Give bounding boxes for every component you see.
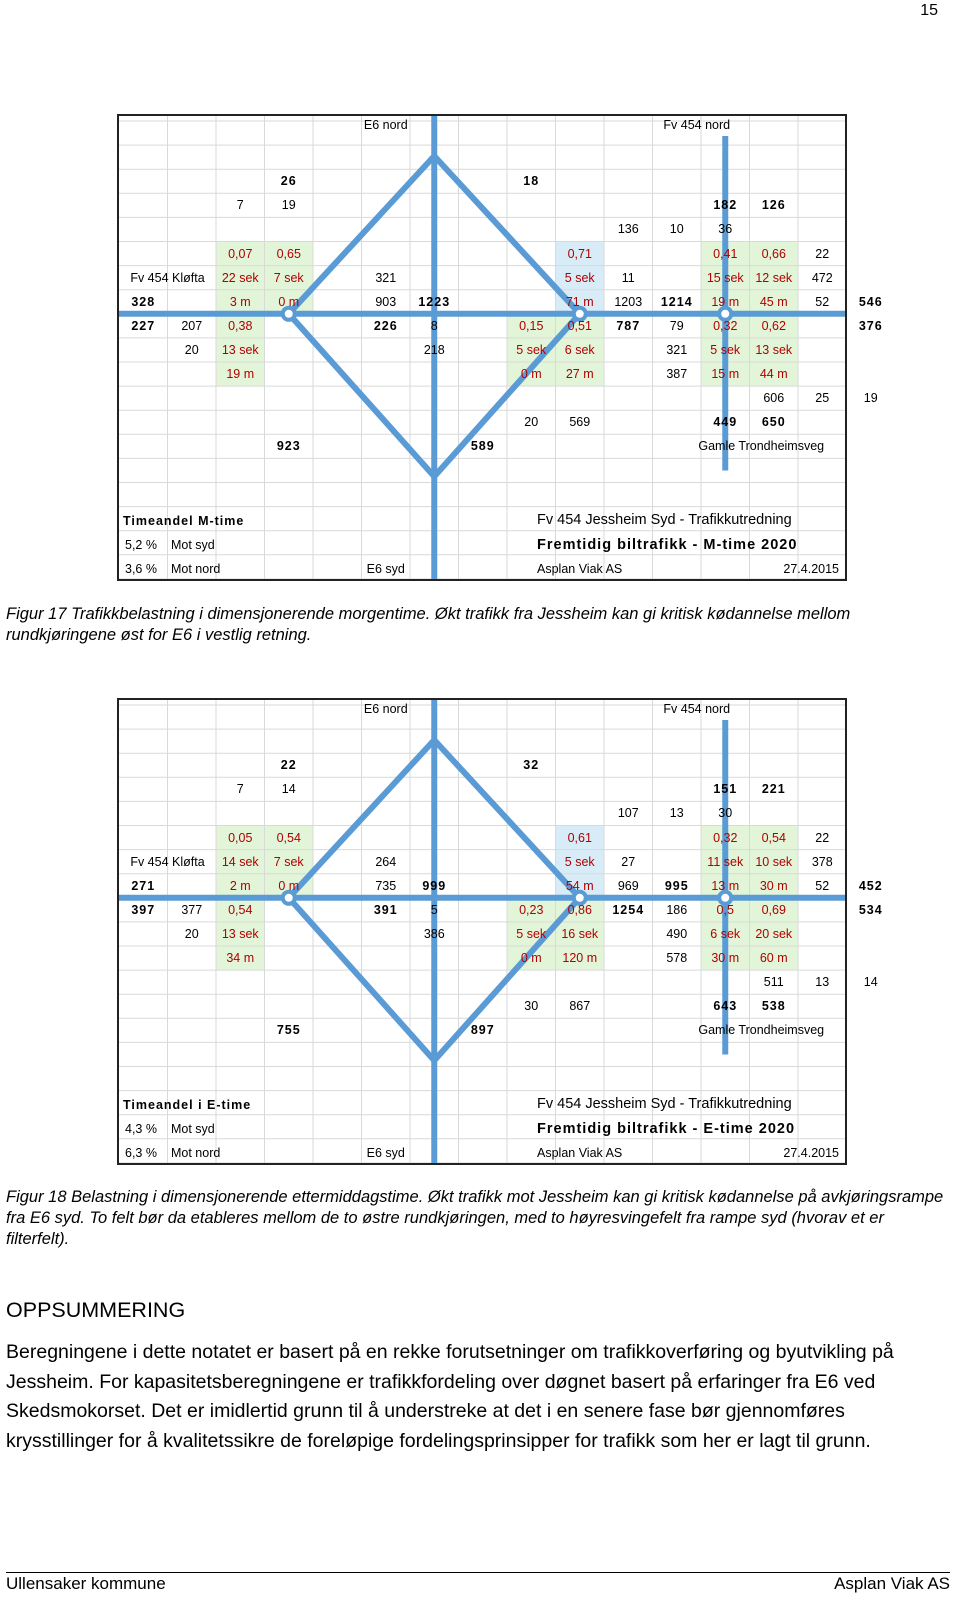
result-value: 11 sek xyxy=(707,854,744,869)
traffic-volume: 452 xyxy=(858,878,883,893)
traffic-volume: 7 xyxy=(236,782,244,797)
body-paragraph: Beregningene i dette notatet er basert på en rekke forutsetninger om trafikkoverføring og byutvikling på Jessheim. For kapasitetsberegningene er trafikkfordeling over døgnet basert på erfaringer fra E6 ved Skedsmokorset. Det er imidlertid grunn til å understreke at det i en senere fase bør gjennomføres krysstillinger for å kvalitetssikre de foreløpige fordelingsprinsipper for trafikk som her er lagt til grunn. xyxy=(6,1341,894,1452)
traffic-volume: 8 xyxy=(430,318,438,333)
traffic-volume: 511 xyxy=(763,974,784,989)
traffic-volume: 13 xyxy=(669,806,684,821)
result-value: 20 sek xyxy=(755,926,793,941)
traffic-volume: 376 xyxy=(858,318,883,333)
result-value: 0,51 xyxy=(567,318,592,333)
page-number: 15 xyxy=(920,2,938,19)
traffic-volume: 52 xyxy=(815,294,830,309)
result-value: 12 sek xyxy=(755,270,793,285)
fv454-nord-label: Fv 454 nord xyxy=(663,701,731,716)
share-north-label: Mot nord xyxy=(171,561,221,576)
result-value: 3 m xyxy=(229,294,251,309)
ramp-road xyxy=(434,156,580,314)
share-north-value: 3,6 % xyxy=(125,561,157,576)
share-south-label: Mot syd xyxy=(171,1121,215,1136)
result-value: 44 m xyxy=(759,366,788,381)
traffic-volume: 221 xyxy=(761,782,786,797)
result-value: 54 m xyxy=(565,878,594,893)
traffic-volume: 18 xyxy=(523,174,540,188)
section-heading: OPPSUMMERING xyxy=(6,1298,186,1322)
traffic-volume: 534 xyxy=(858,902,883,917)
traffic-volume: 126 xyxy=(761,198,786,213)
e6-syd-label: E6 syd xyxy=(366,1145,405,1160)
result-value: 16 sek xyxy=(561,926,599,941)
share-north-label: Mot nord xyxy=(171,1145,221,1160)
result-value: 0,61 xyxy=(567,830,592,845)
ramp-road xyxy=(434,314,580,477)
traffic-volume: 182 xyxy=(713,198,738,213)
traffic-volume: 387 xyxy=(666,366,688,381)
traffic-volume: 897 xyxy=(470,1023,495,1038)
e6-nord-label: E6 nord xyxy=(363,701,408,716)
traffic-volume: 22 xyxy=(815,830,830,845)
gamle-trondheimsveg-label: Gamle Trondheimsveg xyxy=(698,1023,825,1038)
traffic-volume: 20 xyxy=(184,342,199,357)
result-value: 13 sek xyxy=(221,342,259,357)
traffic-volume: Fv 454 Kløfta xyxy=(130,854,205,869)
company-label: Asplan Viak AS xyxy=(537,561,623,576)
traffic-volume: 20 xyxy=(524,415,539,429)
traffic-volume: 14 xyxy=(863,974,878,989)
result-value: 0,86 xyxy=(567,902,592,917)
result-value: 13 sek xyxy=(755,342,793,357)
result-value: 15 m xyxy=(711,366,740,381)
result-value: 0,07 xyxy=(228,246,253,261)
traffic-volume: 569 xyxy=(569,415,591,429)
result-value: 10 sek xyxy=(755,854,793,869)
traffic-volume: 264 xyxy=(375,854,397,869)
traffic-volume: 136 xyxy=(617,222,639,237)
result-value: 0,32 xyxy=(713,830,738,845)
traffic-volume: 391 xyxy=(373,902,398,917)
ramp-road xyxy=(289,740,435,898)
ramp-road xyxy=(434,898,580,1061)
result-value: 6 sek xyxy=(564,342,595,357)
traffic-volume: Fv 454 Kløfta xyxy=(130,270,205,285)
traffic-volume: 20 xyxy=(184,926,199,941)
traffic-volume: 321 xyxy=(666,342,688,357)
result-value: 0,05 xyxy=(228,830,253,845)
traffic-volume: 377 xyxy=(181,902,203,917)
report-title: Fv 454 Jessheim Syd - Trafikkutredning xyxy=(537,1095,792,1112)
traffic-volume: 271 xyxy=(131,878,156,893)
result-value: 60 m xyxy=(759,950,788,965)
traffic-volume: 13 xyxy=(815,974,830,989)
result-value: 30 m xyxy=(759,878,788,893)
result-value: 0,54 xyxy=(276,830,301,845)
result-value: 13 sek xyxy=(221,926,259,941)
result-value: 30 m xyxy=(711,950,740,965)
traffic-volume: 755 xyxy=(276,1023,301,1038)
result-value: 120 m xyxy=(562,950,598,965)
result-value: 0 m xyxy=(520,366,542,381)
result-value: 13 m xyxy=(711,878,740,893)
result-value: 0,15 xyxy=(519,318,544,333)
traffic-volume: 903 xyxy=(375,294,397,309)
traffic-volume: 923 xyxy=(276,439,301,454)
result-value: 0,54 xyxy=(228,902,253,917)
result-value: 0,32 xyxy=(713,318,738,333)
traffic-volume: 226 xyxy=(373,318,398,333)
traffic-volume: 787 xyxy=(616,318,641,333)
result-value: 19 m xyxy=(226,366,255,381)
result-value: 0,54 xyxy=(761,830,786,845)
traffic-diagram-afternoon xyxy=(117,698,883,1165)
footer-rule xyxy=(6,1572,950,1573)
traffic-volume: 397 xyxy=(131,902,156,917)
result-value: 0,65 xyxy=(276,246,301,261)
traffic-volume: 52 xyxy=(815,878,830,893)
traffic-volume: 207 xyxy=(181,318,203,333)
traffic-volume: 1223 xyxy=(418,294,451,309)
traffic-volume: 218 xyxy=(423,342,445,357)
result-value: 27 m xyxy=(565,366,594,381)
result-value: 2 m xyxy=(229,878,251,893)
traffic-volume: 490 xyxy=(666,926,688,941)
footer-right: Asplan Viak AS xyxy=(834,1574,950,1593)
legend-title: Timeandel i E-time xyxy=(123,1097,252,1112)
result-value: 7 sek xyxy=(273,270,304,285)
traffic-volume: 14 xyxy=(281,782,296,797)
result-value: 0,62 xyxy=(761,318,786,333)
result-value: 0,71 xyxy=(567,246,592,261)
traffic-volume: 328 xyxy=(131,294,156,309)
ramp-road xyxy=(289,156,435,314)
traffic-volume: 25 xyxy=(815,390,830,405)
traffic-volume: 11 xyxy=(621,270,635,285)
traffic-volume: 999 xyxy=(422,878,447,893)
result-value: 0 m xyxy=(278,294,300,309)
traffic-volume: 1214 xyxy=(660,294,693,309)
footer-left: Ullensaker kommune xyxy=(6,1574,166,1593)
result-value: 14 sek xyxy=(221,854,259,869)
share-south-value: 4,3 % xyxy=(125,1121,157,1136)
traffic-volume: 969 xyxy=(617,878,639,893)
traffic-volume: 606 xyxy=(763,390,785,405)
e6-nord-label: E6 nord xyxy=(363,117,408,132)
result-value: 0,5 xyxy=(716,902,734,917)
traffic-volume: 321 xyxy=(375,270,397,285)
traffic-volume: 1254 xyxy=(612,902,645,917)
traffic-volume: 650 xyxy=(761,415,786,429)
report-subtitle: Fremtidig biltrafikk - M-time 2020 xyxy=(537,536,798,553)
traffic-volume: 107 xyxy=(617,806,639,821)
report-subtitle: Fremtidig biltrafikk - E-time 2020 xyxy=(537,1120,796,1137)
traffic-diagram-morning xyxy=(117,114,883,581)
ramp-road xyxy=(289,314,435,477)
traffic-volume: 995 xyxy=(664,878,689,893)
traffic-volume: 867 xyxy=(569,999,591,1013)
traffic-volume: 643 xyxy=(713,999,738,1013)
result-value: 71 m xyxy=(565,294,594,309)
traffic-volume: 578 xyxy=(666,950,688,965)
figure-17-caption: Figur 17 Trafikkbelastning i dimensjonerende morgentime. Økt trafikk fra Jessheim kan gi kritisk kødannelse mellom rundkjøringene øst for E6 i vestlig retning. xyxy=(6,605,851,644)
result-value: 19 m xyxy=(711,294,740,309)
fv454-nord-label: Fv 454 nord xyxy=(663,117,731,132)
ramp-road xyxy=(434,740,580,898)
result-value: 45 m xyxy=(759,294,788,309)
traffic-volume: 26 xyxy=(280,174,297,188)
result-value: 5 sek xyxy=(564,270,595,285)
date-label: 27.4.2015 xyxy=(783,1145,839,1160)
result-value: 15 sek xyxy=(706,270,744,285)
traffic-volume: 449 xyxy=(713,415,738,429)
result-value: 0 m xyxy=(520,950,542,965)
traffic-volume: 386 xyxy=(423,926,445,941)
traffic-volume: 472 xyxy=(811,270,833,285)
result-value: 7 sek xyxy=(273,854,304,869)
traffic-volume: 735 xyxy=(375,878,397,893)
traffic-volume: 186 xyxy=(666,902,688,917)
traffic-volume: 7 xyxy=(236,198,244,213)
result-value: 22 sek xyxy=(221,270,259,285)
traffic-volume: 19 xyxy=(281,198,296,213)
traffic-volume: 546 xyxy=(858,294,883,309)
traffic-volume: 79 xyxy=(669,318,684,333)
traffic-volume: 227 xyxy=(131,318,156,333)
result-value: 0,38 xyxy=(228,318,253,333)
traffic-volume: 10 xyxy=(669,222,684,237)
legend-title: Timeandel M-time xyxy=(123,513,245,528)
traffic-volume: 22 xyxy=(815,246,830,261)
company-label: Asplan Viak AS xyxy=(537,1145,623,1160)
share-south-value: 5,2 % xyxy=(125,537,157,552)
result-value: 5 sek xyxy=(710,342,741,357)
traffic-volume: 151 xyxy=(713,782,738,797)
traffic-volume: 30 xyxy=(718,806,733,821)
share-south-label: Mot syd xyxy=(171,537,215,552)
gamle-trondheimsveg-label: Gamle Trondheimsveg xyxy=(698,439,825,454)
result-value: 5 sek xyxy=(564,854,595,869)
traffic-volume: 30 xyxy=(524,999,539,1013)
report-title: Fv 454 Jessheim Syd - Trafikkutredning xyxy=(537,511,792,528)
result-value: 0 m xyxy=(278,878,300,893)
traffic-volume: 36 xyxy=(718,222,733,237)
figure-18-caption: Figur 18 Belastning i dimensjonerende ettermiddagstime. Økt trafikk mot Jessheim kan gi kritisk kødannelse på avkjøringsrampe fra E6 syd. To felt bør da etableres mellom de to østre rundkjøringen, med to høyresvingefelt fra rampe syd (hvorav et er filterfelt). xyxy=(6,1188,944,1248)
ramp-road xyxy=(289,898,435,1061)
traffic-volume: 32 xyxy=(523,758,540,772)
result-value: 0,69 xyxy=(761,902,786,917)
result-value: 5 sek xyxy=(516,926,547,941)
traffic-volume: 22 xyxy=(280,758,297,772)
traffic-volume: 19 xyxy=(863,390,878,405)
traffic-volume: 538 xyxy=(761,999,786,1013)
traffic-volume: 5 xyxy=(430,902,438,917)
traffic-volume: 589 xyxy=(470,439,495,454)
share-north-value: 6,3 % xyxy=(125,1145,157,1160)
traffic-volume: 378 xyxy=(811,854,833,869)
result-value: 0,66 xyxy=(761,246,786,261)
result-value: 0,23 xyxy=(519,902,544,917)
traffic-volume: 27 xyxy=(621,854,636,869)
result-value: 0,41 xyxy=(713,246,738,261)
result-value: 34 m xyxy=(226,950,255,965)
traffic-volume: 1203 xyxy=(614,294,643,309)
date-label: 27.4.2015 xyxy=(783,561,839,576)
result-value: 5 sek xyxy=(516,342,547,357)
result-value: 6 sek xyxy=(710,926,741,941)
e6-syd-label: E6 syd xyxy=(366,561,405,576)
